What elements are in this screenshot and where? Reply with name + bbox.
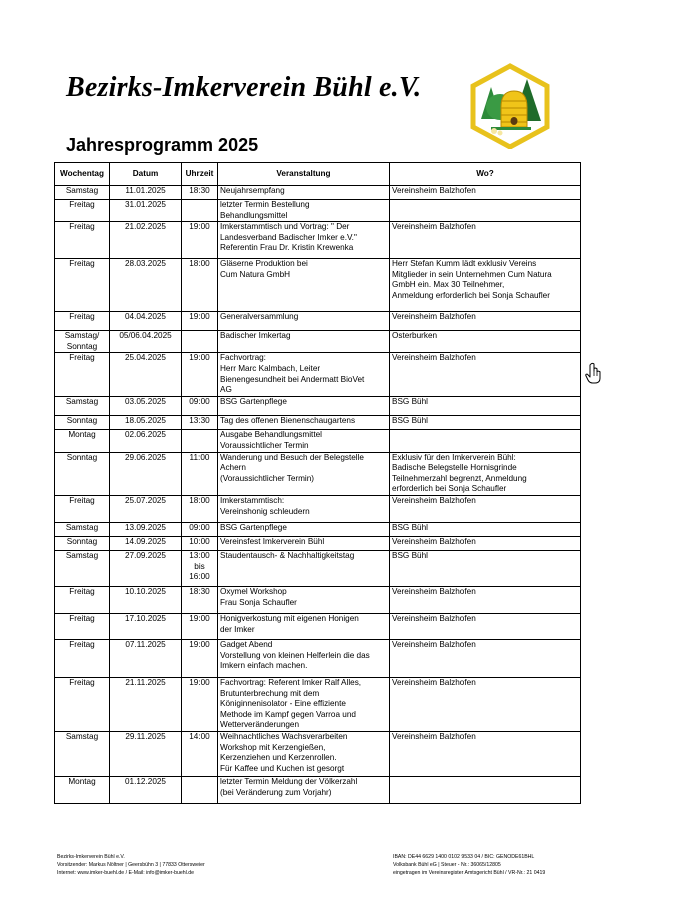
row-event-line: Fachvortrag: (220, 353, 266, 363)
row-time (182, 222, 218, 259)
column-header-date: Datum (110, 163, 182, 186)
row-weekday-line: Sonntag (66, 416, 98, 426)
row-time (182, 452, 218, 495)
row-weekday-line: Samstag (65, 522, 99, 532)
row-event-line: Weihnachtliches Wachsverarbeiten (220, 731, 348, 741)
row-location (390, 312, 581, 331)
row-weekday-line: Freitag (69, 639, 95, 649)
table-row (55, 397, 581, 416)
table-row (55, 536, 581, 550)
row-time-line: 09:00 (189, 522, 210, 532)
row-time (182, 586, 218, 613)
row-event-line: letzter Termin Meldung der Völkerzahl (220, 776, 358, 786)
program-title: Jahresprogramm 2025 (66, 135, 259, 155)
table-row (55, 731, 581, 776)
row-event-line: Für Kaffee und Kuchen ist gesorgt (220, 763, 345, 773)
row-location-line: Vereinsheim Balzhofen (392, 495, 476, 505)
program-table (54, 162, 581, 804)
row-time (182, 677, 218, 731)
row-event-line: Imkern einfach machen. (220, 661, 308, 671)
row-event-line: Methode im Kampf gegen Varroa und (220, 709, 356, 719)
row-time-line: 18:00 (189, 495, 210, 505)
row-date (110, 495, 182, 522)
row-time-line: 18:30 (189, 186, 210, 195)
row-event-line: Workshop mit Kerzengießen, (220, 742, 326, 752)
row-date (110, 452, 182, 495)
row-location (390, 353, 581, 397)
column-header-location: Wo? (390, 163, 581, 186)
row-date (110, 731, 182, 776)
row-time (182, 331, 218, 353)
row-weekday-line: Samstag (65, 186, 99, 195)
row-location (390, 222, 581, 259)
row-location (390, 536, 581, 550)
row-location-line: Exklusiv für den Imkerverein Bühl: (392, 452, 516, 462)
row-event (218, 495, 390, 522)
table-row (55, 639, 581, 677)
row-date (110, 522, 182, 536)
row-weekday (55, 416, 110, 430)
row-event (218, 222, 390, 259)
row-event-line: BSG Gartenpflege (220, 522, 287, 532)
row-event-line: Honigverkostung mit eigenen Honigen (220, 613, 359, 623)
row-event-line: BSG Gartenpflege (220, 397, 287, 407)
row-event-line: Vereinsfest Imkerverein Bühl (220, 536, 325, 546)
row-weekday-line: Samstag (65, 731, 99, 741)
row-time-line: 11:00 (189, 452, 210, 462)
row-event (218, 677, 390, 731)
row-event-line: Generalversammlung (220, 312, 299, 322)
row-time (182, 522, 218, 536)
row-location (390, 776, 581, 803)
row-time-line: 16:00 (189, 572, 210, 582)
row-time-line: 18:30 (189, 586, 210, 596)
row-date-line: 29.06.2025 (125, 452, 166, 462)
row-event (218, 186, 390, 200)
row-event-line: Achern (220, 463, 246, 473)
row-event-line: Fachvortrag: Referent Imker Ralf Alles, (220, 677, 362, 687)
footer-contact (57, 853, 205, 878)
row-event-line: Cum Natura GmbH (220, 269, 291, 279)
row-weekday-line: Freitag (69, 613, 95, 623)
row-time (182, 397, 218, 416)
row-time (182, 312, 218, 331)
row-event-line: Herr Marc Kalmbach, Leiter (220, 363, 321, 373)
row-date (110, 222, 182, 259)
row-location-line: Vereinsheim Balzhofen (392, 677, 476, 687)
row-event-line: Tag des offenen Bienenschaugartens (220, 416, 356, 426)
row-event-line: Brutunterbrechung mit dem (220, 688, 320, 698)
table-row (55, 495, 581, 522)
footer-line: Volksbank Bühl eG | Steuer - Nr.: 36065/12805 (393, 862, 501, 869)
row-time (182, 550, 218, 586)
row-time-line: 13:00 (189, 550, 210, 560)
row-weekday (55, 430, 110, 452)
table-row (55, 186, 581, 200)
row-time-line: 09:00 (189, 397, 210, 407)
row-event-line: Imkerstammtisch: (220, 495, 285, 505)
table-row (55, 353, 581, 397)
row-event-line: Staudentausch- & Nachhaltigkeitstag (220, 550, 355, 560)
row-event (218, 397, 390, 416)
row-location (390, 731, 581, 776)
row-location-line: BSG Bühl (392, 550, 428, 560)
row-weekday (55, 776, 110, 803)
row-time-line: 10:00 (189, 536, 210, 546)
row-location (390, 186, 581, 200)
row-weekday-line: Freitag (69, 677, 95, 687)
table-row (55, 776, 581, 803)
row-event-line: Bienengesundheit bei Andermatt BioVet (220, 374, 365, 384)
row-location-line: BSG Bühl (392, 397, 428, 407)
row-time (182, 259, 218, 312)
row-weekday-line: Freitag (69, 353, 95, 363)
footer-line: IBAN: DE44 6629 1400 0102 9533 04 / BIC: GENODE61BHL (393, 854, 535, 860)
row-location-line: Osterburken (392, 331, 438, 341)
row-location (390, 586, 581, 613)
row-time (182, 536, 218, 550)
row-location (390, 639, 581, 677)
row-date-line: 21.02.2025 (125, 222, 166, 232)
row-event (218, 331, 390, 353)
row-date-line: 10.10.2025 (125, 586, 166, 596)
table-row (55, 550, 581, 586)
row-time-line: 19:00 (189, 353, 210, 363)
row-event (218, 639, 390, 677)
row-event-line: Vereinshonig schleudern (220, 506, 310, 516)
row-weekday (55, 200, 110, 222)
row-time-line: 19:00 (189, 312, 210, 322)
row-time (182, 200, 218, 222)
row-event-line: Voraussichtlicher Termin (220, 440, 309, 450)
row-date (110, 186, 182, 200)
row-event (218, 731, 390, 776)
row-weekday (55, 331, 110, 353)
row-event-line: Landesverband Badischer Imker e.V." (220, 232, 357, 242)
row-date-line: 11.01.2025 (125, 186, 166, 195)
row-location-line: Vereinsheim Balzhofen (392, 186, 476, 195)
row-location-line: Anmeldung erforderlich bei Sonja Schaufler (392, 290, 550, 300)
row-date-line: 25.04.2025 (125, 353, 166, 363)
row-location-line: erforderlich bei Sonja Schaufler (392, 484, 507, 494)
row-weekday (55, 353, 110, 397)
row-time-line: 19:00 (189, 613, 210, 623)
row-location-line: Vereinsheim Balzhofen (392, 222, 476, 232)
row-location-line: Vereinsheim Balzhofen (392, 639, 476, 649)
row-event-line: (bei Veränderung zum Vorjahr) (220, 787, 332, 797)
row-location-line: BSG Bühl (392, 416, 428, 426)
row-time (182, 186, 218, 200)
row-location (390, 397, 581, 416)
row-weekday (55, 186, 110, 200)
row-location-line: Mitglieder in sein Unternehmen Cum Natura (392, 269, 552, 279)
row-weekday (55, 312, 110, 331)
table-header-row (55, 163, 581, 186)
row-location-line: Vereinsheim Balzhofen (392, 353, 476, 363)
row-date-line: 17.10.2025 (125, 613, 166, 623)
row-time (182, 353, 218, 397)
row-weekday (55, 397, 110, 416)
row-weekday (55, 613, 110, 639)
row-event-line: Oxymel Workshop (220, 586, 287, 596)
row-weekday (55, 586, 110, 613)
table-row (55, 200, 581, 222)
row-event-line: (Voraussichtlicher Termin) (220, 473, 315, 483)
row-date (110, 586, 182, 613)
row-location-line: GmbH ein. Max 30 Teilnehmer, (392, 280, 505, 290)
row-weekday-line: Samstag (65, 550, 99, 560)
table-row (55, 586, 581, 613)
row-event (218, 353, 390, 397)
footer-line: Vorsitzender: Markus Nöltner | Geersbühn 3 | 77833 Ottersweier (57, 862, 205, 869)
row-time-line: 13:30 (189, 416, 210, 426)
footer-line: eingetragen im Vereinsregister Amtsgericht Bühl / VR-Nr.: 21 0419 (393, 870, 546, 877)
table-row (55, 259, 581, 312)
row-location-line: Vereinsheim Balzhofen (392, 312, 476, 322)
row-weekday-line: Freitag (69, 259, 95, 269)
row-event-line: Frau Sonja Schaufler (220, 597, 297, 607)
row-weekday (55, 259, 110, 312)
row-date-line: 04.04.2025 (125, 312, 166, 322)
row-date-line: 07.11.2025 (125, 639, 166, 649)
row-location (390, 259, 581, 312)
row-event-line: Referentin Frau Dr. Kristin Krewenka (220, 243, 354, 253)
row-event (218, 312, 390, 331)
table-row (55, 677, 581, 731)
row-date (110, 550, 182, 586)
row-time (182, 430, 218, 452)
row-date (110, 353, 182, 397)
row-location-line: Badische Belegstelle Hornisgrinde (392, 463, 517, 473)
row-date-line: 28.03.2025 (125, 259, 166, 269)
column-header-time: Uhrzeit (182, 163, 218, 186)
row-weekday-line: Samstag/ (64, 331, 100, 341)
row-event-line: Königinnenisolator - Eine effiziente (220, 699, 346, 709)
table-row (55, 312, 581, 331)
row-date (110, 331, 182, 353)
row-event (218, 550, 390, 586)
row-event-line: Gadget Abend (220, 639, 273, 649)
row-date-line: 18.05.2025 (125, 416, 166, 426)
row-weekday-line: Sonntag (66, 452, 98, 462)
row-weekday (55, 550, 110, 586)
row-time (182, 731, 218, 776)
row-date-line: 29.11.2025 (125, 731, 166, 741)
association-logo-icon (469, 63, 551, 149)
row-time-line: 19:00 (189, 222, 210, 232)
table-row (55, 452, 581, 495)
row-location-line: BSG Bühl (392, 522, 428, 532)
row-date-line: 05/06.04.2025 (119, 331, 172, 341)
row-location (390, 331, 581, 353)
row-weekday (55, 222, 110, 259)
row-time (182, 639, 218, 677)
column-header-weekday: Wochentag (55, 163, 110, 186)
row-location-line: Herr Stefan Kumm lädt exklusiv Vereins (392, 259, 537, 269)
organization-title: Bezirks-Imkerverein Bühl e.V. (66, 72, 422, 103)
row-location-line: Vereinsheim Balzhofen (392, 731, 476, 741)
footer-bank-details (393, 853, 545, 878)
row-weekday-line: Freitag (69, 312, 95, 322)
row-location (390, 200, 581, 222)
row-weekday-line: Samstag (65, 397, 99, 407)
row-date (110, 677, 182, 731)
row-event-line: Wetterveränderungen (220, 720, 300, 730)
row-weekday-line: Sonntag (66, 536, 98, 546)
row-time-line: 19:00 (189, 677, 210, 687)
column-header-event: Veranstaltung (218, 163, 390, 186)
table-row (55, 222, 581, 259)
row-time (182, 776, 218, 803)
row-location (390, 495, 581, 522)
table-row (55, 430, 581, 452)
row-location (390, 677, 581, 731)
row-location-line: Vereinsheim Balzhofen (392, 536, 476, 546)
row-time (182, 495, 218, 522)
row-event-line: Neujahrsempfang (220, 186, 285, 195)
row-date (110, 430, 182, 452)
row-weekday (55, 639, 110, 677)
row-event-line: der Imker (220, 624, 255, 634)
row-event-line: Behandlungsmittel (220, 210, 288, 220)
row-weekday (55, 536, 110, 550)
table-row (55, 613, 581, 639)
row-date (110, 397, 182, 416)
table-row (55, 331, 581, 353)
footer-line: Bezirks-Imkerverein Bühl e.V. (57, 854, 125, 860)
row-weekday (55, 452, 110, 495)
row-event (218, 522, 390, 536)
row-time-line: 18:00 (189, 259, 210, 269)
row-date (110, 613, 182, 639)
row-weekday-line: Montag (68, 776, 96, 786)
row-weekday-line: Freitag (69, 222, 95, 232)
row-weekday (55, 522, 110, 536)
row-event (218, 259, 390, 312)
row-location (390, 430, 581, 452)
row-event (218, 776, 390, 803)
row-location (390, 613, 581, 639)
row-weekday-line: Montag (68, 430, 96, 440)
row-event-line: Vorstellung von kleinen Helferlein die das (220, 650, 370, 660)
row-event-line: letzter Termin Bestellung (220, 200, 310, 209)
table-row (55, 522, 581, 536)
row-date-line: 21.11.2025 (125, 677, 166, 687)
row-weekday (55, 677, 110, 731)
hand-pointer-cursor-icon (585, 362, 601, 384)
row-date (110, 259, 182, 312)
row-location (390, 550, 581, 586)
table-row (55, 416, 581, 430)
row-date-line: 13.09.2025 (125, 522, 166, 532)
row-time-line: bis (194, 561, 205, 571)
row-event-line: Badischer Imkertag (220, 331, 291, 341)
row-date (110, 639, 182, 677)
row-date-line: 02.06.2025 (125, 430, 166, 440)
row-time-line: 14:00 (189, 731, 210, 741)
row-weekday-line: Freitag (69, 586, 95, 596)
row-date-line: 14.09.2025 (125, 536, 166, 546)
row-event-line: Ausgabe Behandlungsmittel (220, 430, 322, 440)
row-date (110, 776, 182, 803)
footer-line: Internet: www.imker-buehl.de / E-Mail: info@imker-buehl.de (57, 870, 195, 877)
row-event-line: Kerzenziehen und Kerzenrollen. (220, 753, 337, 763)
row-event (218, 416, 390, 430)
row-weekday-line: Freitag (69, 200, 95, 209)
row-event (218, 430, 390, 452)
row-date-line: 03.05.2025 (125, 397, 166, 407)
row-date (110, 200, 182, 222)
row-date (110, 416, 182, 430)
row-event (218, 586, 390, 613)
row-time-line: 19:00 (189, 639, 210, 649)
row-date-line: 01.12.2025 (125, 776, 166, 786)
row-weekday-line: Sonntag (66, 341, 98, 351)
row-weekday (55, 731, 110, 776)
row-event (218, 613, 390, 639)
row-location (390, 522, 581, 536)
row-weekday-line: Freitag (69, 495, 95, 505)
row-event (218, 536, 390, 550)
row-date-line: 25.07.2025 (125, 495, 166, 505)
row-location-line: Vereinsheim Balzhofen (392, 586, 476, 596)
row-location (390, 416, 581, 430)
row-location-line: Teilnehmerzahl begrenzt, Anmeldung (392, 473, 527, 483)
row-location-line: Vereinsheim Balzhofen (392, 613, 476, 623)
program-table-body (55, 186, 581, 804)
row-event-line: Wanderung und Besuch der Belegstelle (220, 452, 364, 462)
row-event (218, 452, 390, 495)
row-location (390, 452, 581, 495)
row-date (110, 536, 182, 550)
row-date-line: 27.09.2025 (125, 550, 166, 560)
row-date-line: 31.01.2025 (125, 200, 166, 209)
row-time (182, 416, 218, 430)
row-weekday (55, 495, 110, 522)
row-event-line: AG (220, 385, 232, 395)
row-time (182, 613, 218, 639)
row-date (110, 312, 182, 331)
row-event-line: Gläserne Produktion bei (220, 259, 308, 269)
row-event-line: Imkerstammtisch und Vortrag: " Der (220, 222, 350, 232)
row-event (218, 200, 390, 222)
